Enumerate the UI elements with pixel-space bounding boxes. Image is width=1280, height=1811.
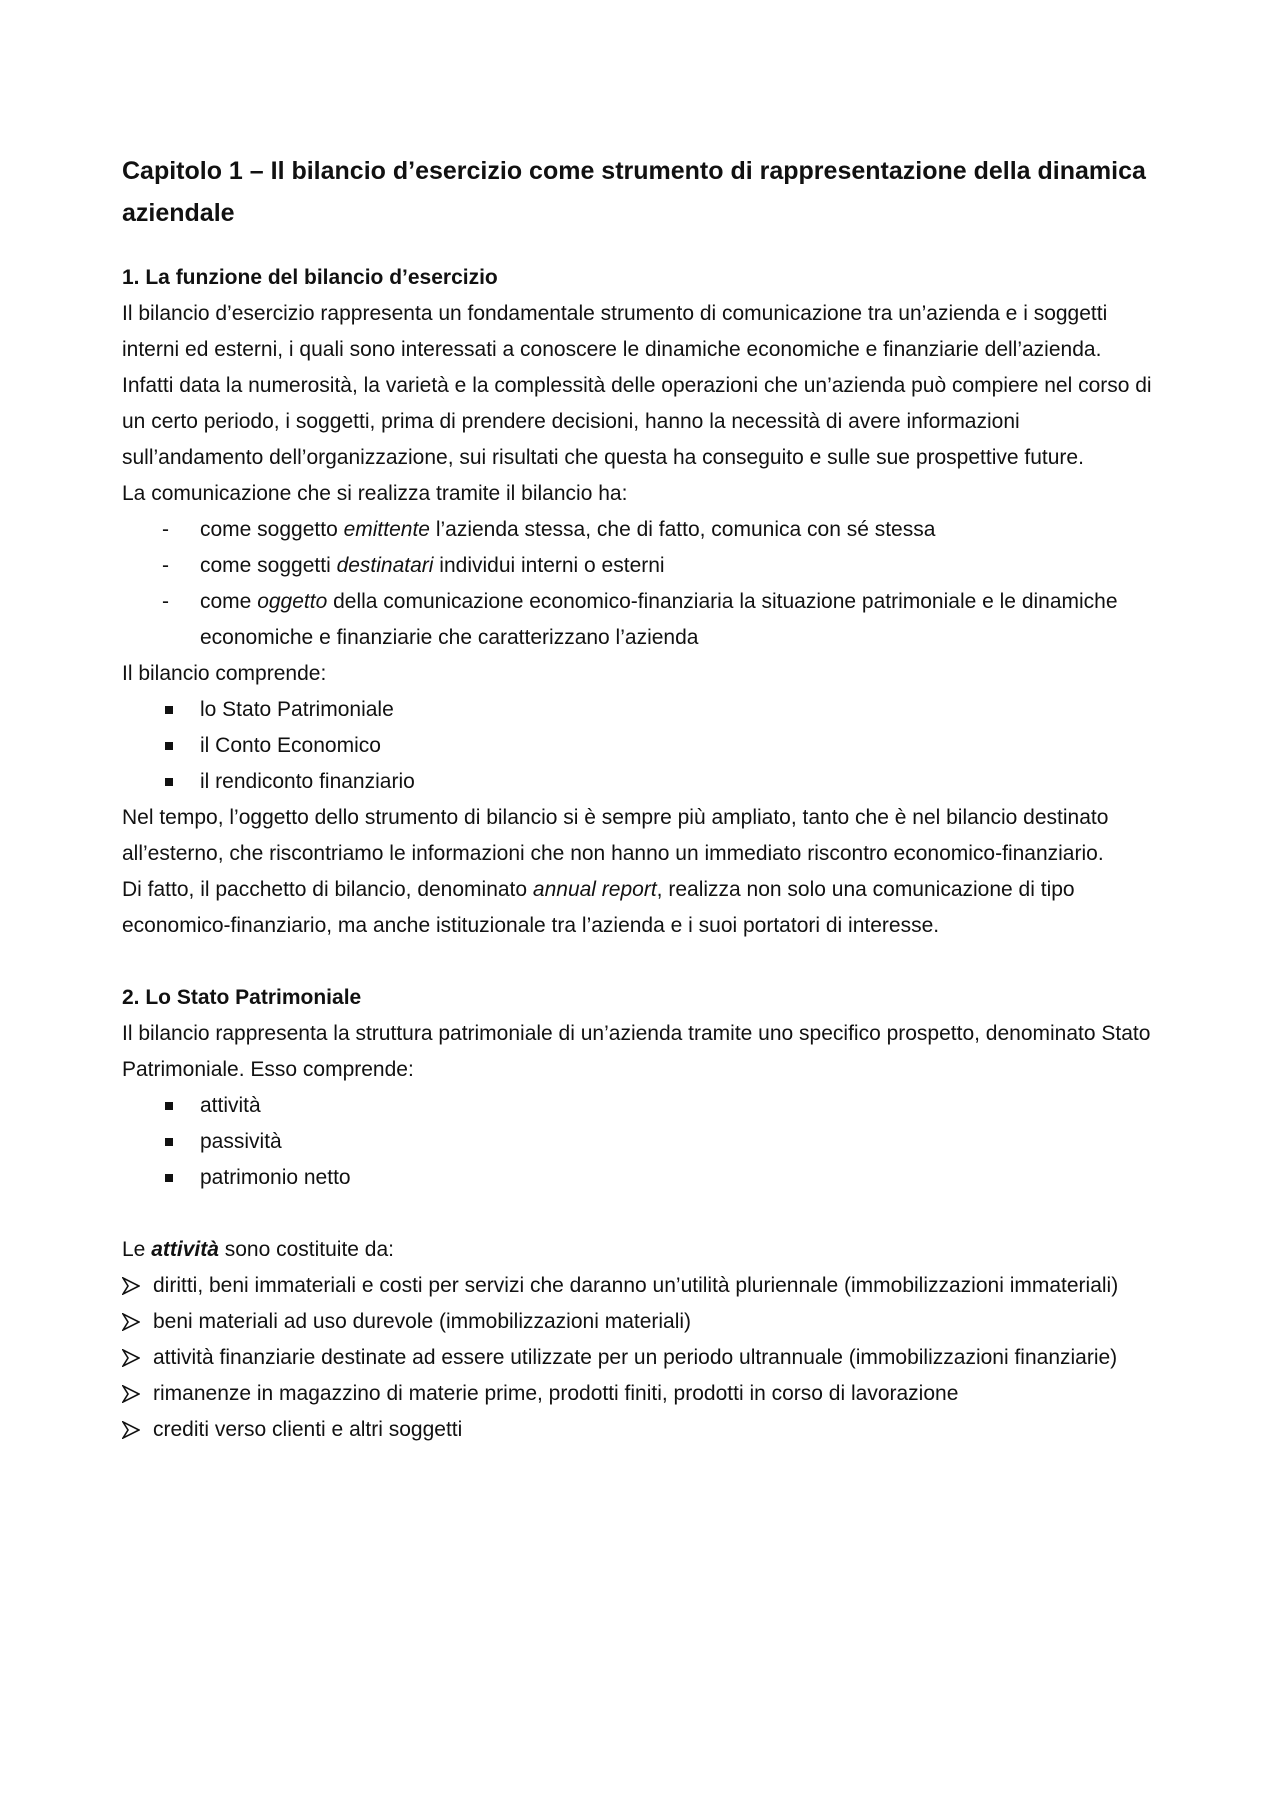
list-item: attività finanziarie destinate ad essere utilizzate per un periodo ultrannuale (immobilizzazioni finanziarie) bbox=[122, 1340, 1160, 1376]
emphasis-text: destinatari bbox=[336, 554, 434, 577]
list-item: diritti, beni immateriali e costi per servizi che daranno un’utilità pluriennale (immobilizzazioni immateriali) bbox=[122, 1268, 1160, 1304]
section-1-paragraph-3: Nel tempo, l’oggetto dello strumento di bilancio si è sempre più ampliato, tanto che è nel bilancio destinato all’esterno, che riscontriamo le informazioni che non hanno un immediato riscontro economico-finanziario. bbox=[122, 806, 1109, 865]
emphasis-text: attività bbox=[151, 1238, 219, 1261]
dash-bullet-icon: - bbox=[162, 590, 169, 613]
communication-dash-list bbox=[122, 512, 1160, 656]
section-1-paragraph-4: Di fatto, il pacchetto di bilancio, denominato annual report, realizza non solo una comunicazione di tipo economico-finanziario, ma anche istituzionale tra l’azienda e i suoi portatori di interesse. bbox=[122, 878, 1075, 937]
dash-bullet-icon: - bbox=[162, 518, 169, 541]
section-2-paragraph-1: Il bilancio rappresenta la struttura patrimoniale di un’azienda tramite uno specifico prospetto, denominato Stato Patrimoniale. Esso comprende: bbox=[122, 1022, 1151, 1081]
list-item: attività bbox=[122, 1088, 1160, 1124]
section-1-list-intro: La comunicazione che si realizza tramite il bilancio ha: bbox=[122, 482, 628, 505]
emphasis-text: annual report bbox=[532, 878, 657, 901]
section-1-paragraph-1: Il bilancio d’esercizio rappresenta un fondamentale strumento di comunicazione tra un’azienda e i soggetti interni ed esterni, i quali sono interessati a conoscere le dinamiche economiche e finanziarie dell’azienda. bbox=[122, 302, 1108, 361]
bilancio-components-list bbox=[122, 692, 1160, 800]
list-item: - come soggetti destinatari individui interni o esterni bbox=[122, 548, 1160, 584]
assets-arrow-list bbox=[122, 1268, 1160, 1448]
square-bullet-icon bbox=[165, 1102, 173, 1110]
list-item: rimanenze in magazzino di materie prime, prodotti finiti, prodotti in corso di lavorazione bbox=[122, 1376, 1160, 1412]
square-bullet-icon bbox=[165, 742, 173, 750]
arrowhead-bullet-icon bbox=[122, 1313, 140, 1331]
arrowhead-bullet-icon bbox=[122, 1385, 140, 1403]
paragraph-spacer bbox=[122, 1196, 1160, 1232]
section-2-heading: 2. Lo Stato Patrimoniale bbox=[122, 986, 362, 1009]
square-bullet-icon bbox=[165, 778, 173, 786]
list-item: - come soggetto emittente l’azienda stessa, che di fatto, comunica con sé stessa bbox=[122, 512, 1160, 548]
emphasis-text: emittente bbox=[343, 518, 430, 541]
arrowhead-bullet-icon bbox=[122, 1421, 140, 1439]
stato-patrimoniale-list bbox=[122, 1088, 1160, 1196]
bilancio-includes-intro: Il bilancio comprende: bbox=[122, 662, 327, 685]
list-item: lo Stato Patrimoniale bbox=[122, 692, 1160, 728]
chapter-title: Capitolo 1 – Il bilancio d’esercizio come strumento di rappresentazione della dinamica aziendale bbox=[122, 157, 1146, 227]
square-bullet-icon bbox=[165, 1138, 173, 1146]
list-item: crediti verso clienti e altri soggetti bbox=[122, 1412, 1160, 1448]
list-item: il Conto Economico bbox=[122, 728, 1160, 764]
arrowhead-bullet-icon bbox=[122, 1277, 140, 1295]
arrowhead-bullet-icon bbox=[122, 1349, 140, 1367]
assets-intro: Le attività sono costituite da: bbox=[122, 1238, 394, 1261]
list-item: beni materiali ad uso durevole (immobilizzazioni materiali) bbox=[122, 1304, 1160, 1340]
square-bullet-icon bbox=[165, 1174, 173, 1182]
list-item: - come oggetto della comunicazione economico-finanziaria la situazione patrimoniale e le dinamiche economiche e finanziarie che caratterizzano l’azienda bbox=[122, 584, 1160, 656]
paragraph-spacer bbox=[122, 944, 1160, 980]
list-item: patrimonio netto bbox=[122, 1160, 1160, 1196]
list-item: passività bbox=[122, 1124, 1160, 1160]
dash-bullet-icon: - bbox=[162, 554, 169, 577]
square-bullet-icon bbox=[165, 706, 173, 714]
emphasis-text: oggetto bbox=[257, 590, 328, 613]
list-item: il rendiconto finanziario bbox=[122, 764, 1160, 800]
section-1-paragraph-2: Infatti data la numerosità, la varietà e la complessità delle operazioni che un’azienda può compiere nel corso di un certo periodo, i soggetti, prima di prendere decisioni, hanno la necessità di avere informazioni sull’andamento dell’organizzazione, sui risultati che questa ha conseguito e sulle sue prospettive future. bbox=[122, 374, 1152, 469]
section-1-heading: 1. La funzione del bilancio d’esercizio bbox=[122, 266, 498, 289]
